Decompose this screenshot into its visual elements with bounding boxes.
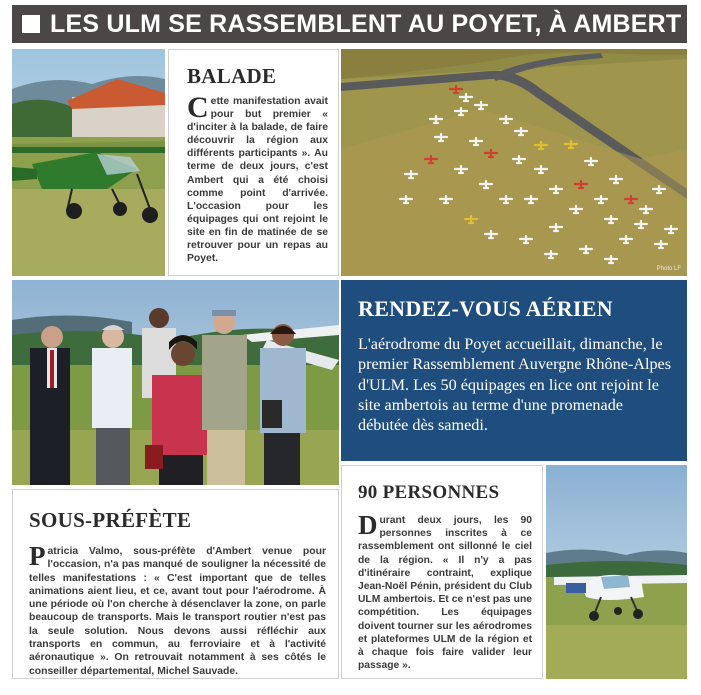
rendez-vous-text: L'aérodrome du Poyet accueillait, dimanche, le premier Rassemblement Auvergne Rhône-Alpes d'ULM. Les 50 équipages en lice ont rejoint le site ambertois au terme d'une promenade débutée dès samedi. — [358, 335, 672, 435]
article-title-bar — [12, 5, 687, 43]
rendez-vous-heading: RENDEZ-VOUS AÉRIEN — [358, 296, 613, 321]
personnes-heading: 90 PERSONNES — [358, 482, 500, 503]
photo-white-ulm — [546, 465, 687, 679]
photo-group-image — [12, 280, 339, 485]
sous-prefete-body — [29, 541, 326, 678]
article-title: LES ULM SE RASSEMBLENT AU POYET, À AMBERT — [50, 9, 682, 38]
sous-prefete-dropcap: P — [29, 541, 46, 571]
balade-heading: BALADE — [187, 64, 277, 88]
photo-aerial-airfield — [341, 49, 687, 276]
sous-prefete-article — [12, 489, 339, 679]
photo-green-ulm-image — [12, 49, 165, 276]
personnes-text: urant deux jours, les 90 personnes inscrites à ce rassemblement ont sillonné le ciel de la région. « Il n'y a pas d'itinéraire contraint, explique Jean-Noël Pénin, président du Club ULM ambertois. Et ce n'est pas une compétition. Les équipages doivent tourner sur les aérodromes et plateformes ULM de la région et à chaque fois faire valider leur passage ». — [358, 515, 532, 672]
balade-body — [187, 91, 328, 265]
aerial-photo-credit: Photo LF — [656, 266, 681, 272]
balade-dropcap: C — [187, 91, 209, 124]
photo-green-ulm — [12, 49, 165, 276]
photo-aerial-image — [341, 49, 687, 276]
personnes-dropcap: D — [358, 510, 378, 540]
rendez-vous-article — [341, 280, 687, 461]
title-square-icon — [22, 15, 40, 33]
photo-group-people — [12, 280, 339, 485]
balade-article — [168, 49, 339, 276]
balade-text: ette manifestation avait pour but premier « d'inciter à la balade, de faire découvrir la région aux différents participants ». Au terme de deux jours, c'est Ambert qui a été choisi comme point d'arrivée. L'occasion pour les équipages qui ont rejoint le site en fin de matinée de se retrouver pour un repas au Poyet. — [187, 96, 328, 265]
sous-prefete-text: atricia Valmo, sous-préfète d'Ambert venue pour l'occasion, n'a pas manqué de souligner la nécessité de telles manifestations : « C'est important que de telles animations aient lieu, et ce, avant tout pour l'aérodrome. À une période où l'on cherche à désenclaver la zone, on parle beaucoup de transports. Mais le transport routier n'est pas la seule solution. Nous devons aussi réfléchir aux transports en commun, au ferroviaire et à l'activité aéronautique ». On retrouvait notamment à ses côtés le conseiller départemental, Michel Sauvade. — [29, 546, 326, 677]
personnes-body — [358, 510, 532, 672]
sous-prefete-heading: SOUS-PRÉFÈTE — [29, 508, 192, 532]
personnes-article — [341, 465, 543, 679]
photo-white-ulm-image — [546, 465, 687, 679]
